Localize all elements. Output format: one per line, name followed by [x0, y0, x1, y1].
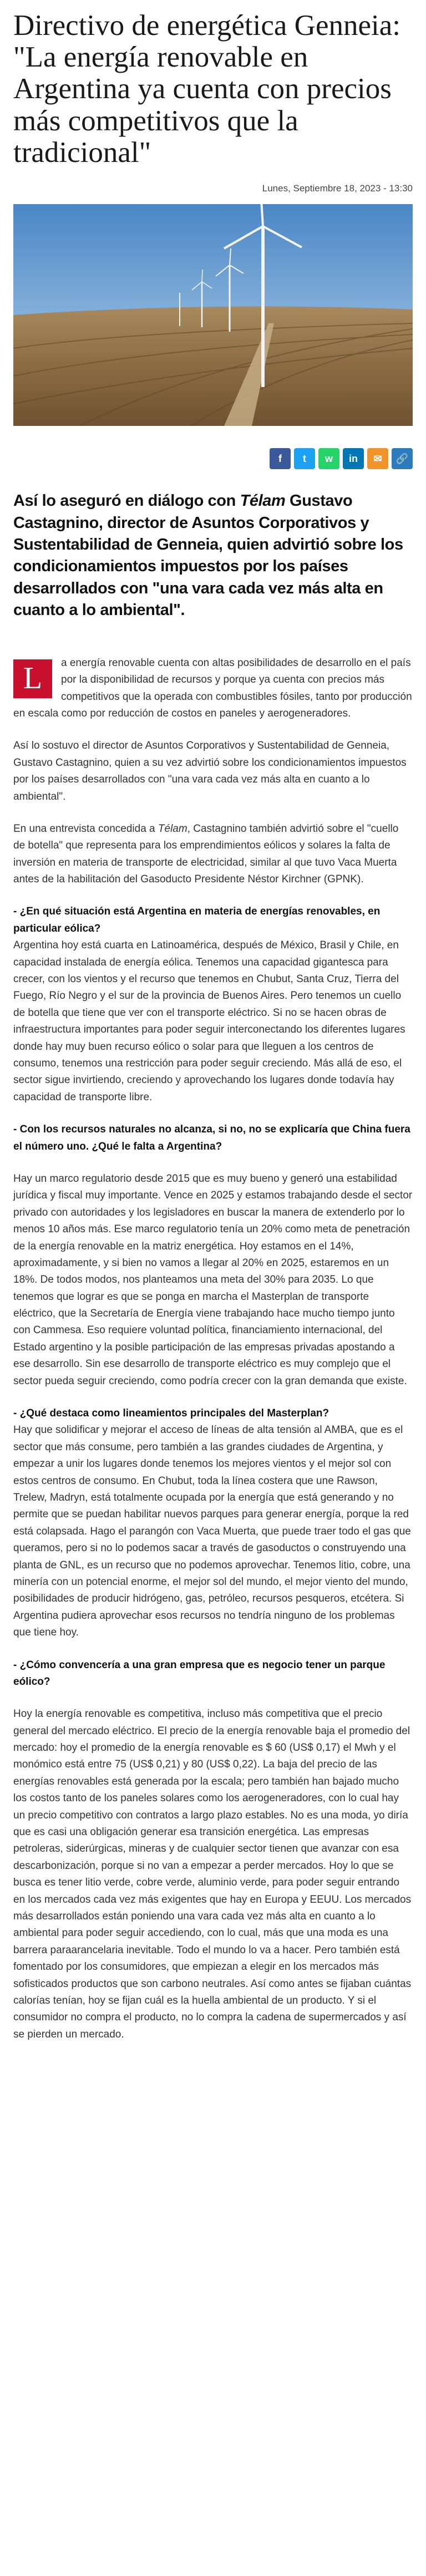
question-2: - Con los recursos naturales no alcanza, si no, no se explicaría que China fuera el número uno. ¿Qué le falta a Argentina? — [13, 1124, 410, 1152]
copy-link-button[interactable] — [392, 448, 413, 469]
paragraph-3-brand: Télam — [158, 822, 187, 835]
paragraph-3 — [13, 821, 413, 888]
twitter-icon: t — [303, 453, 306, 464]
paragraph-3-text-a: En una entrevista concedida a — [13, 822, 158, 835]
facebook-icon: f — [278, 453, 282, 464]
paragraph-2: Así lo sostuvo el director de Asuntos Corporativos y Sustentabilidad de Genneia, Gustavo Castagnino, quien a su vez advirtió sobre los condicionamientos impuestos por los países desarrollados con "una vara cada vez más alta en cuanto a lo ambiental". — [13, 740, 407, 802]
whatsapp-icon: w — [324, 453, 333, 464]
dropcap: L — [13, 659, 52, 698]
paragraph-1-text: a energía renovable cuenta con altas posibilidades de desarrollo en el país por la disponibilidad de recursos y porque ya cuenta con precios más competitivos que la operada con combustibles fósiles, tanto por producción en escala como por reducción de costos en paneles y aerogeneradores. — [13, 657, 412, 719]
article-lead — [13, 490, 413, 622]
link-icon: 🔗 — [395, 453, 409, 464]
question-3: - ¿Qué destaca como lineamientos principales del Masterplan? — [13, 1408, 329, 1420]
twitter-share-button[interactable] — [294, 448, 315, 469]
question-4: - ¿Cómo convencería a una gran empresa que es negocio tener un parque eólico? — [13, 1659, 386, 1688]
lead-text-rest: Gustavo Castagnino, director de Asuntos Corporativos y Sustentabilidad de Genneia, quien advirtió sobre los condicionamientos impuestos por los países desarrollados con "una vara cada vez más alta en cuanto a lo ambiental". — [13, 492, 403, 619]
lead-text-prefix: Así lo aseguró en diálogo con — [13, 492, 240, 510]
email-icon: ✉ — [373, 453, 382, 464]
hero-image-wind-farm — [13, 204, 413, 426]
article-date: Lunes, Septiembre 18, 2023 - 13:30 — [262, 183, 413, 194]
paragraph-3-text-b: , Castagnino también advirtió sobre el "cuello de botella" que representa para los emprendimientos eólicos y solares la falta de inversión en materia de transporte de electricidad, similar al que tuvo Vaca Muerta antes de la habilitación del Gasoducto Presidente Néstor Kirchner (GPNK). — [13, 822, 399, 886]
paragraph-1 — [13, 655, 413, 723]
answer-2: Hay un marco regulatorio desde 2015 que es muy bueno y generó una estabilidad jurídica y fiscal muy importante. Vence en 2025 y estamos trabajando desde el sector privado con autoridades y los legisladores en buscar la manera de extenderlo por lo menos 10 años más. Ese marco regulatorio tenía un 20% como meta de penetración de la energía renovable en la matriz energética. Hoy estamos en el 14%, aproximadamente, y si bien no vamos a llegar al 20% en 2025, estaremos en un 18%. De todos modos, nos planteamos una meta del 30% para 2035. Lo que tenemos que lograr es que se ponga en marcha el Masterplan de transporte eléctrico, que la Secretaría de Energía viene trabajando hace mucho tiempo junto con Cammesa. Eso requiere voluntad política, financiamiento internacional, del Estado argentino y la posible participación de las empresas privadas apostando a ese desarrollo. Sin ese desarrollo de transporte eléctrico es muy complejo que el sector pueda seguir creciendo, como podría crecer con la gran demanda que existe. — [13, 1172, 413, 1387]
article-title: Directivo de energética Genneia: "La energía renovable en Argentina ya cuenta con precios más competitivos que la tradicional" — [13, 9, 400, 169]
share-bar — [13, 448, 413, 469]
article-body — [13, 655, 413, 2043]
linkedin-share-button[interactable] — [343, 448, 364, 469]
answer-1: Argentina hoy está cuarta en Latinoamérica, después de México, Brasil y Chile, en capacidad instalada de energía eólica. Tenemos una capacidad gigantesca para crecer, con los vientos y el recurso que tenemos en Chubut, Santa Cruz, Tierra del Fuego, Río Negro y el sur de la provincia de Buenos Aires. Pero tenemos un cuello de botella que tiene que ver con el transporte eléctrico. Si no se hacen obras de infraestructura importantes para poder seguir interconectando los diferentes lugares donde hay muy buen recurso eólico o solar para que lleguen a los centros de consumo, tenemos una restricción para poder seguir creciendo. Más allá de eso, el sector sigue invirtiendo, creciendo y aprovechando los lugares donde todavía hay capacidad de transporte libre. — [13, 939, 405, 1103]
lead-brand: Télam — [240, 492, 286, 510]
facebook-share-button[interactable] — [270, 448, 291, 469]
whatsapp-share-button[interactable] — [318, 448, 339, 469]
linkedin-icon: in — [349, 453, 358, 464]
question-1: - ¿En qué situación está Argentina en materia de energías renovables, en particular eólica? — [13, 906, 381, 934]
email-share-button[interactable] — [367, 448, 388, 469]
answer-4: Hoy la energía renovable es competitiva, incluso más competitiva que el precio general del mercado eléctrico. El precio de la energía renovable baja el promedio del mercado: hoy el promedio de la energía renovable es $ 60 (US$ 0,17) el Mwh y el monómico está entre 75 (US$ 0,21) y 80 (US$ 0,22). La baja del precio de las energías renovables está generada por la escala; pero también han bajado mucho los costos tanto de los paneles solares como los aerogeneradores, con lo cual hay un precio competitivo con contratos a largo plazo estables. No es una moda, yo diría que es casi una obligación generar esa transición energética. Las empresas petroleras, siderúrgicas, mineras y de cualquier sector tienen que avanzar con esa descarbonización, porque si no van a empezar a perder mercados. Hoy lo que se busca es tener litio verde, cobre verde, aluminio verde, para poder seguir entrando en los mercados cada vez más exigentes que hay en Europa y EEUU. Los mercados más desarrollados están poniendo una vara cada vez más alta en cuanto a lo ambiental para poder seguir accediendo, con lo cual, más que una moda es una barrera paraarancelaria inevitable. Todo el mundo lo va a hacer. Pero también está fomentado por los consumidores, que empiezan a elegir en los mercados más sofisticados productos que son carbono neutrales. Así como antes se fijaban cuántas calorías tenían, hoy se fijan cuál es la huella ambiental de un producto. Y si el consumidor no compra el producto, no lo compra la cadena de supermercados y así se pierden un mercado. — [13, 1708, 412, 2040]
answer-3: Hay que solidificar y mejorar el acceso de líneas de alta tensión al AMBA, que es el sector que más consume, pero también a las grandes ciudades de Argentina, y empezar a unir los lugares donde tenemos los mejores vientos y el mejor sol con estos centros de consumo. En Chubut, toda la línea costera que une Rawson, Trelew, Madryn, está totalmente ocupada por la energía que está generando y no permite que se puedan habilitar nuevos parques para generar energía, porque la red está colapsada. Hago el parangón con Vaca Muerta, que puede traer todo el gas que queramos, pero si no lo podemos sacar a través de gasoductos o construyendo una planta de GNL, es un recurso que no podemos aprovechar. Tenemos litio, cobre, una minería con un potencial enorme, el mejor sol del mundo, el mejor viento del mundo, posibilidades de producir hidrógeno, gas, petróleo, recursos pesqueros, etcétera. Si Argentina pudiera aprovechar esos recursos no tendría ninguno de los problemas que tiene hoy. — [13, 1424, 411, 1639]
